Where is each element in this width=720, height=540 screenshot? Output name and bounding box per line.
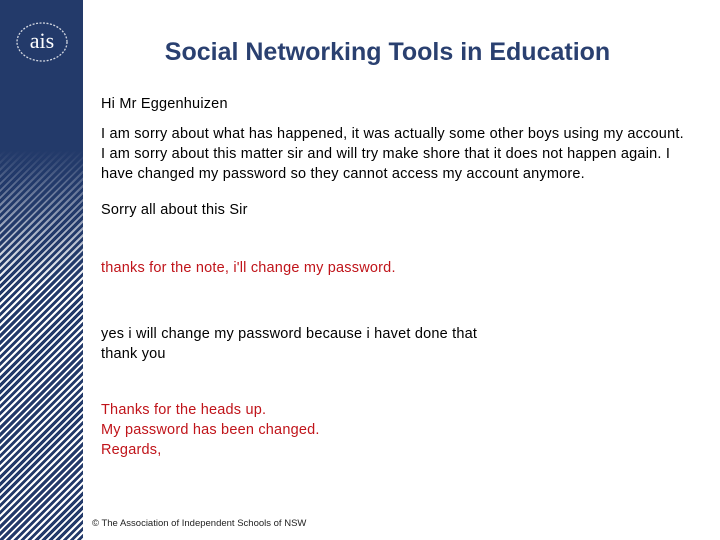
- apology-message: I am sorry about what has happened, it was actually some other boys using my account. I am sorry about this matter sir and will try make shore that it does not happen again. I have changed my password so they cannot access my account anymore.: [101, 126, 684, 182]
- reply-message-1: thanks for the note, i'll change my password.: [101, 260, 396, 276]
- logo-text: ais: [29, 28, 55, 53]
- student-response: yes i will change my password because i havet done that thank you: [101, 326, 478, 362]
- side-band: [0, 0, 83, 540]
- apology-closing: Sorry all about this Sir: [101, 202, 248, 218]
- reply-message-2: Thanks for the heads up. My password has been changed. Regards,: [101, 402, 320, 458]
- greeting: Hi Mr Eggenhuizen: [101, 96, 228, 112]
- copyright-footer: © The Association of Independent Schools of NSW: [92, 518, 307, 529]
- page-title: Social Networking Tools in Education: [164, 38, 611, 66]
- ais-logo-icon: [14, 18, 70, 64]
- message-list: [101, 94, 691, 460]
- band-stripes: [0, 150, 83, 540]
